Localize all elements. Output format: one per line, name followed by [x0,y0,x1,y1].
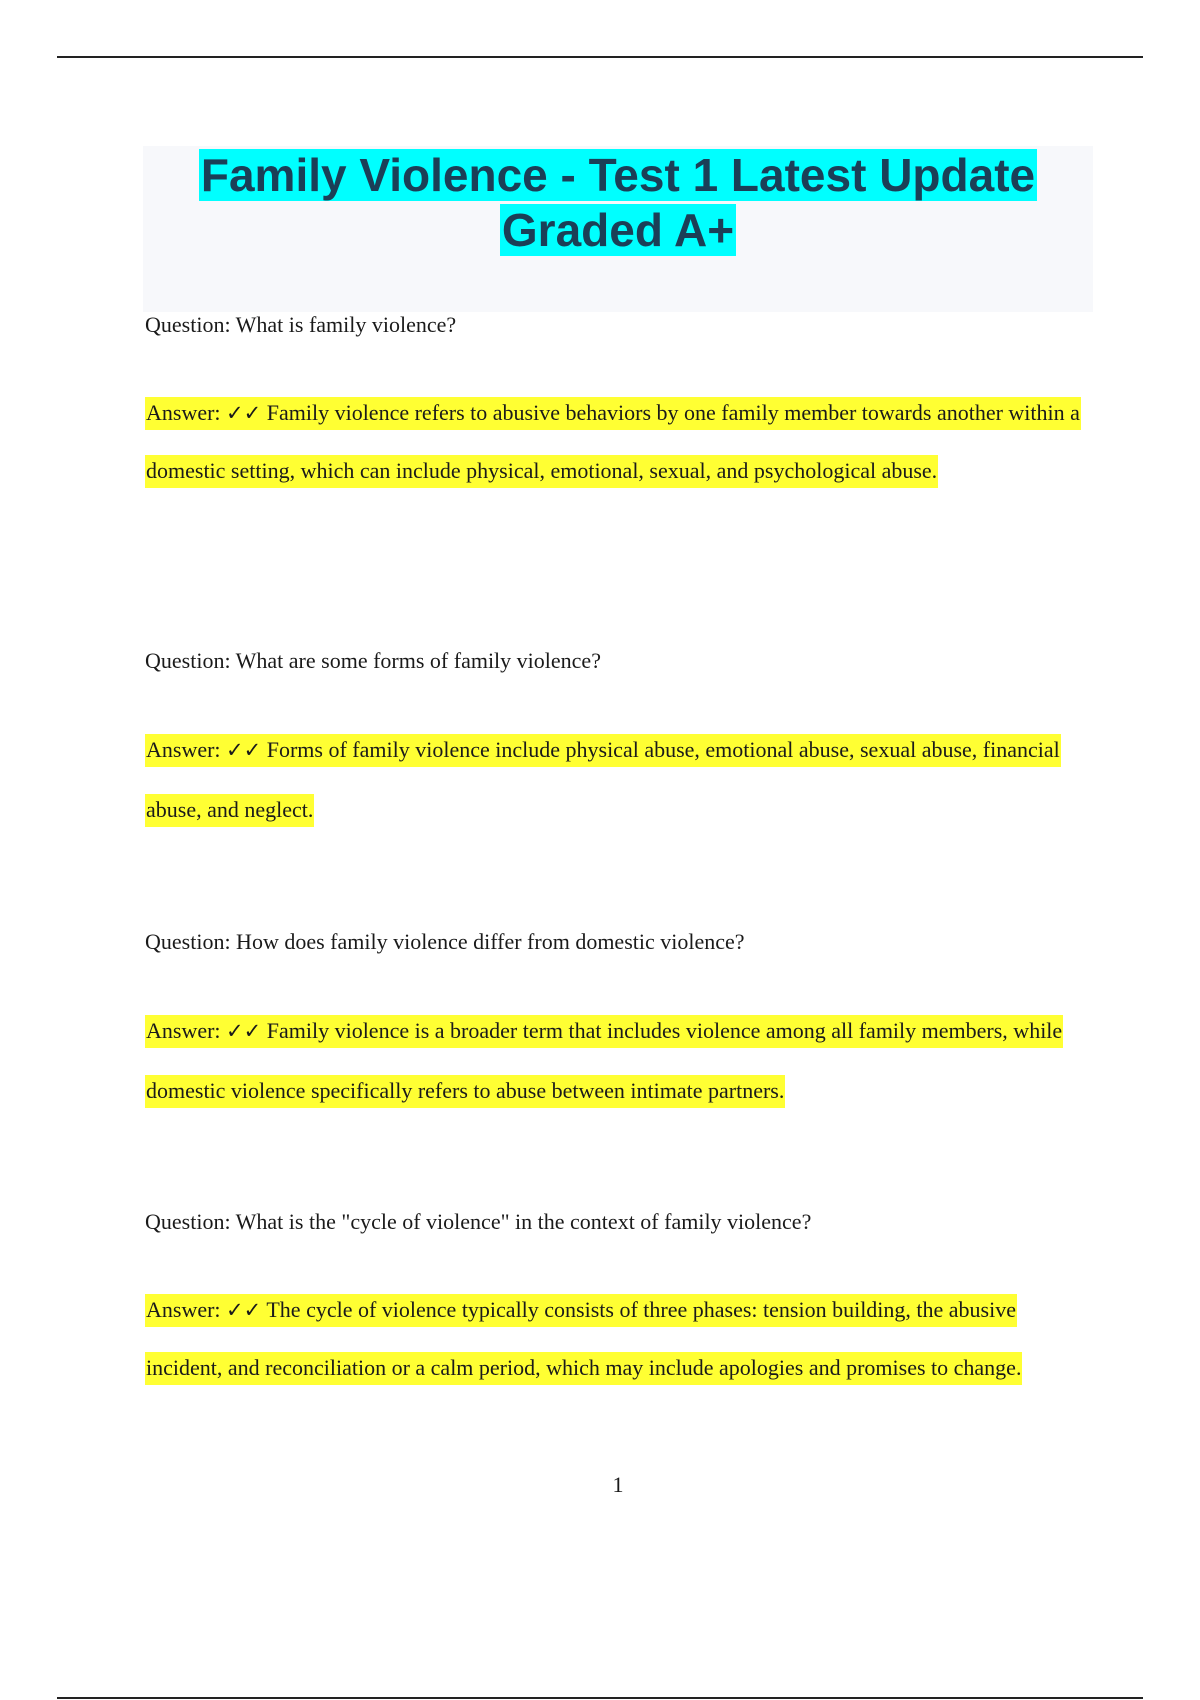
question-text: Question: What is the "cycle of violence" in the context of family violence? [145,1209,812,1234]
double-check-icon: ✓✓ [226,738,262,762]
double-check-icon: ✓✓ [226,1019,262,1043]
answer-text: Family violence is a broader term that includes violence among all family members, while domestic violence specifically refers to abuse between intimate partners. [146,1018,1063,1103]
answer-label: Answer: [146,1018,221,1043]
answer-label: Answer: [146,1297,221,1322]
answer-block [145,1001,1095,1121]
question-text: Question: How does family violence differ from domestic violence? [145,929,745,954]
header-rule [57,56,1143,58]
answer-highlight [145,1294,1022,1385]
title-banner [143,146,1093,312]
footer-rule [57,1697,1143,1699]
answer-label: Answer: [146,737,221,762]
answer-text: Family violence refers to abusive behaviors by one family member towards another within a domestic setting, which can include physical, emotional, sexual, and psychological abuse. [146,400,1080,483]
question-text: Question: What are some forms of family violence? [145,648,601,673]
document-title-text: Family Violence - Test 1 Latest Update Graded A+ [200,149,1036,256]
answer-block [145,384,1095,499]
question-text: Question: What is family violence? [145,312,457,337]
answer-highlight [145,734,1061,827]
qa-item [145,1209,1095,1396]
answer-text: The cycle of violence typically consists of three phases: tension building, the abusive incident, and reconciliation or a calm period, which may include apologies and promises to change. [146,1297,1022,1380]
answer-block [145,720,1095,840]
answer-highlight [145,1015,1063,1108]
answer-text: Forms of family violence include physical abuse, emotional abuse, sexual abuse, financial abuse, and neglect. [146,737,1060,822]
qa-item [145,312,1095,499]
answer-label: Answer: [146,400,221,425]
qa-item [145,648,1095,840]
double-check-icon: ✓✓ [226,1298,262,1322]
answer-block [145,1281,1095,1396]
answer-highlight [145,397,1081,488]
document-title [143,146,1093,258]
page-number: 1 [612,1472,624,1497]
qa-item [145,929,1095,1121]
double-check-icon: ✓✓ [226,401,262,425]
